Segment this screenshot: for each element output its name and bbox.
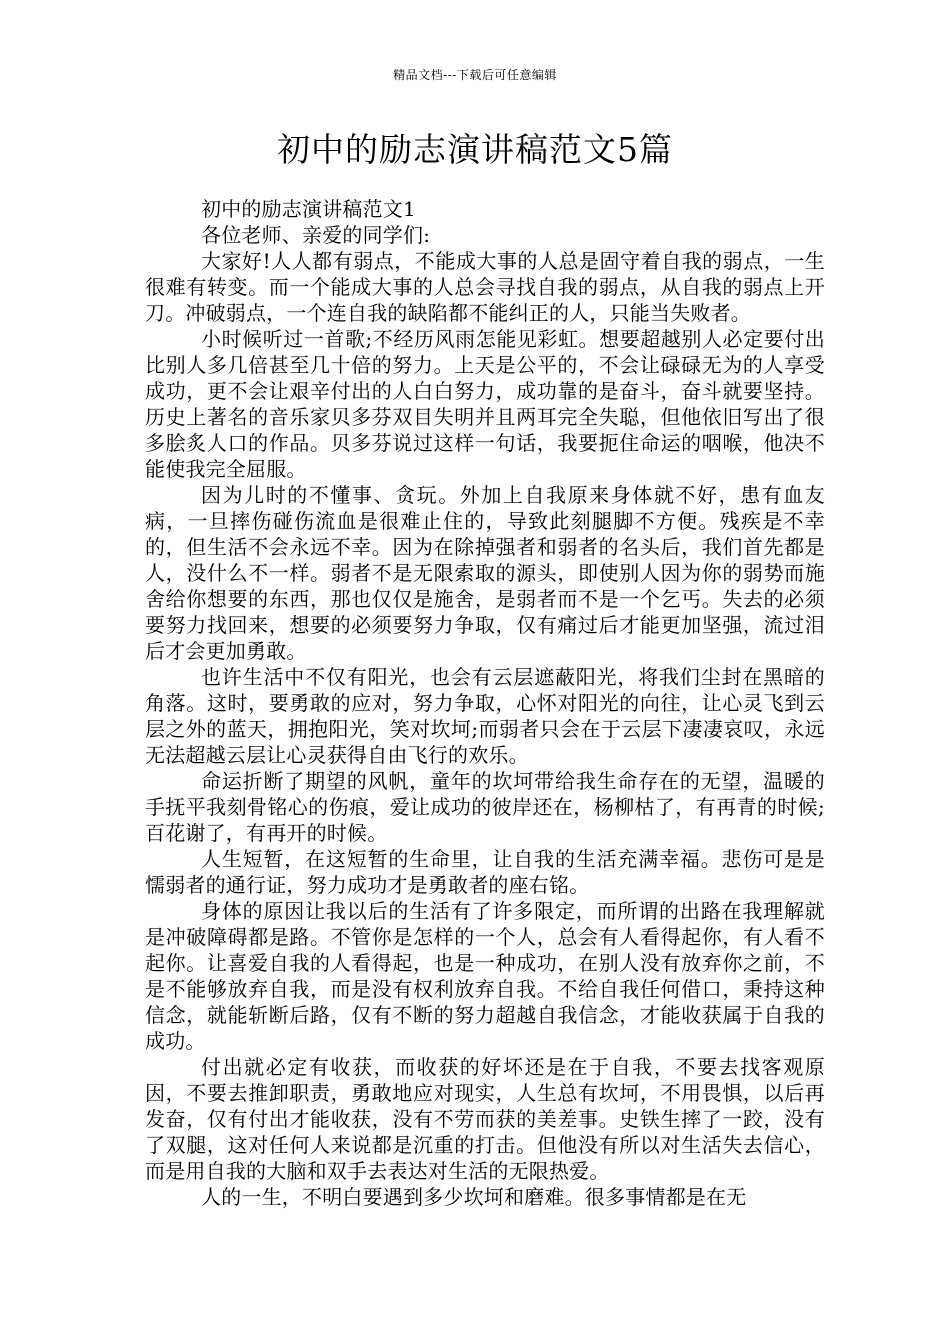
paragraph: 人的一生，不明白要遇到多少坎坷和磨难。很多事情都是在无 [201, 1185, 747, 1209]
paragraph-subtitle: 初中的励志演讲稿范文1 [201, 197, 416, 221]
paragraph-greeting: 各位老师、亲爱的同学们: [201, 223, 431, 247]
paragraph: 身体的原因让我以后的生活有了许多限定，而所谓的出路在我理解就是冲破障碍都是路。不管你是怎样的一个人，总会有人看得起你，有人看不起你。让喜爱自我的人看得起，也是一种成功，在别人没有放弃你之前，不是不能够放弃自我，而是没有权利放弃自我。不给自我任何借口，秉持这种信念，就能斩断后路，仅有不断的努力超越自我信念，才能收获属于自我的成功。 [145, 899, 825, 1053]
paragraph: 人生短暂，在这短暂的生命里，让自我的生活充满幸福。悲伤可是是懦弱者的通行证，努力成功才是勇敢者的座右铭。 [145, 847, 825, 897]
paragraph: 小时候听过一首歌;不经历风雨怎能见彩虹。想要超越别人必定要付出比别人多几倍甚至几十倍的努力。上天是公平的，不会让碌碌无为的人享受成功，更不会让艰辛付出的人白白努力，成功靠的是奋斗，奋斗就要坚持。历史上著名的音乐家贝多芬双目失明并且两耳完全失聪，但他依旧写出了很多脍炙人口的作品。贝多芬说过这样一句话，我要扼住命运的咽喉，他决不能使我完全屈服。 [145, 327, 825, 481]
document-title: 初中的励志演讲稿范文5篇 [277, 130, 673, 169]
paragraph: 大家好!人人都有弱点，不能成大事的人总是固守着自我的弱点，一生很难有转变。而一个能成大事的人总会寻找自我的弱点，从自我的弱点上开刀。冲破弱点，一个连自我的缺陷都不能纠正的人，只能当失败者。 [145, 249, 825, 325]
paragraph: 命运折断了期望的风帆，童年的坎坷带给我生命存在的无望，温暖的手抚平我刻骨铭心的伤痕，爱让成功的彼岸还在，杨柳枯了，有再青的时候;百花谢了，有再开的时候。 [145, 769, 825, 845]
paragraph: 付出就必定有收获，而收获的好坏还是在于自我，不要去找客观原因，不要去推卸职责，勇敢地应对现实，人生总有坎坷，不用畏惧，以后再发奋，仅有付出才能收获，没有不劳而获的美差事。史铁生摔了一跤，没有了双腿，这对任何人来说都是沉重的打击。但他没有所以对生活失去信心，而是用自我的大脑和双手去表达对生活的无限热爱。 [145, 1055, 825, 1183]
paragraph: 也许生活中不仅有阳光，也会有云层遮蔽阳光，将我们尘封在黑暗的角落。这时，要勇敢的应对，努力争取，心怀对阳光的向往，让心灵飞到云层之外的蓝天，拥抱阳光，笑对坎坷;而弱者只会在于云层下凄凄哀叹，永远无法超越云层让心灵获得自由飞行的欢乐。 [145, 665, 825, 767]
page-header: 精品文档---下载后可任意编辑 [393, 68, 557, 82]
document-body [145, 196, 825, 1210]
paragraph: 因为儿时的不懂事、贪玩。外加上自我原来身体就不好，患有血友病，一旦摔伤碰伤流血是很难止住的，导致此刻腿脚不方便。残疾是不幸的，但生活不会永远不幸。因为在除掉强者和弱者的名头后，我们首先都是人，没什么不一样。弱者不是无限索取的源头，即使别人因为你的弱势而施舍给你想要的东西，那也仅仅是施舍，是弱者而不是一个乞丐。失去的必须要努力找回来，想要的必须要努力争取，仅有痛过后才能更加坚强，流过泪后才会更加勇敢。 [145, 483, 825, 663]
